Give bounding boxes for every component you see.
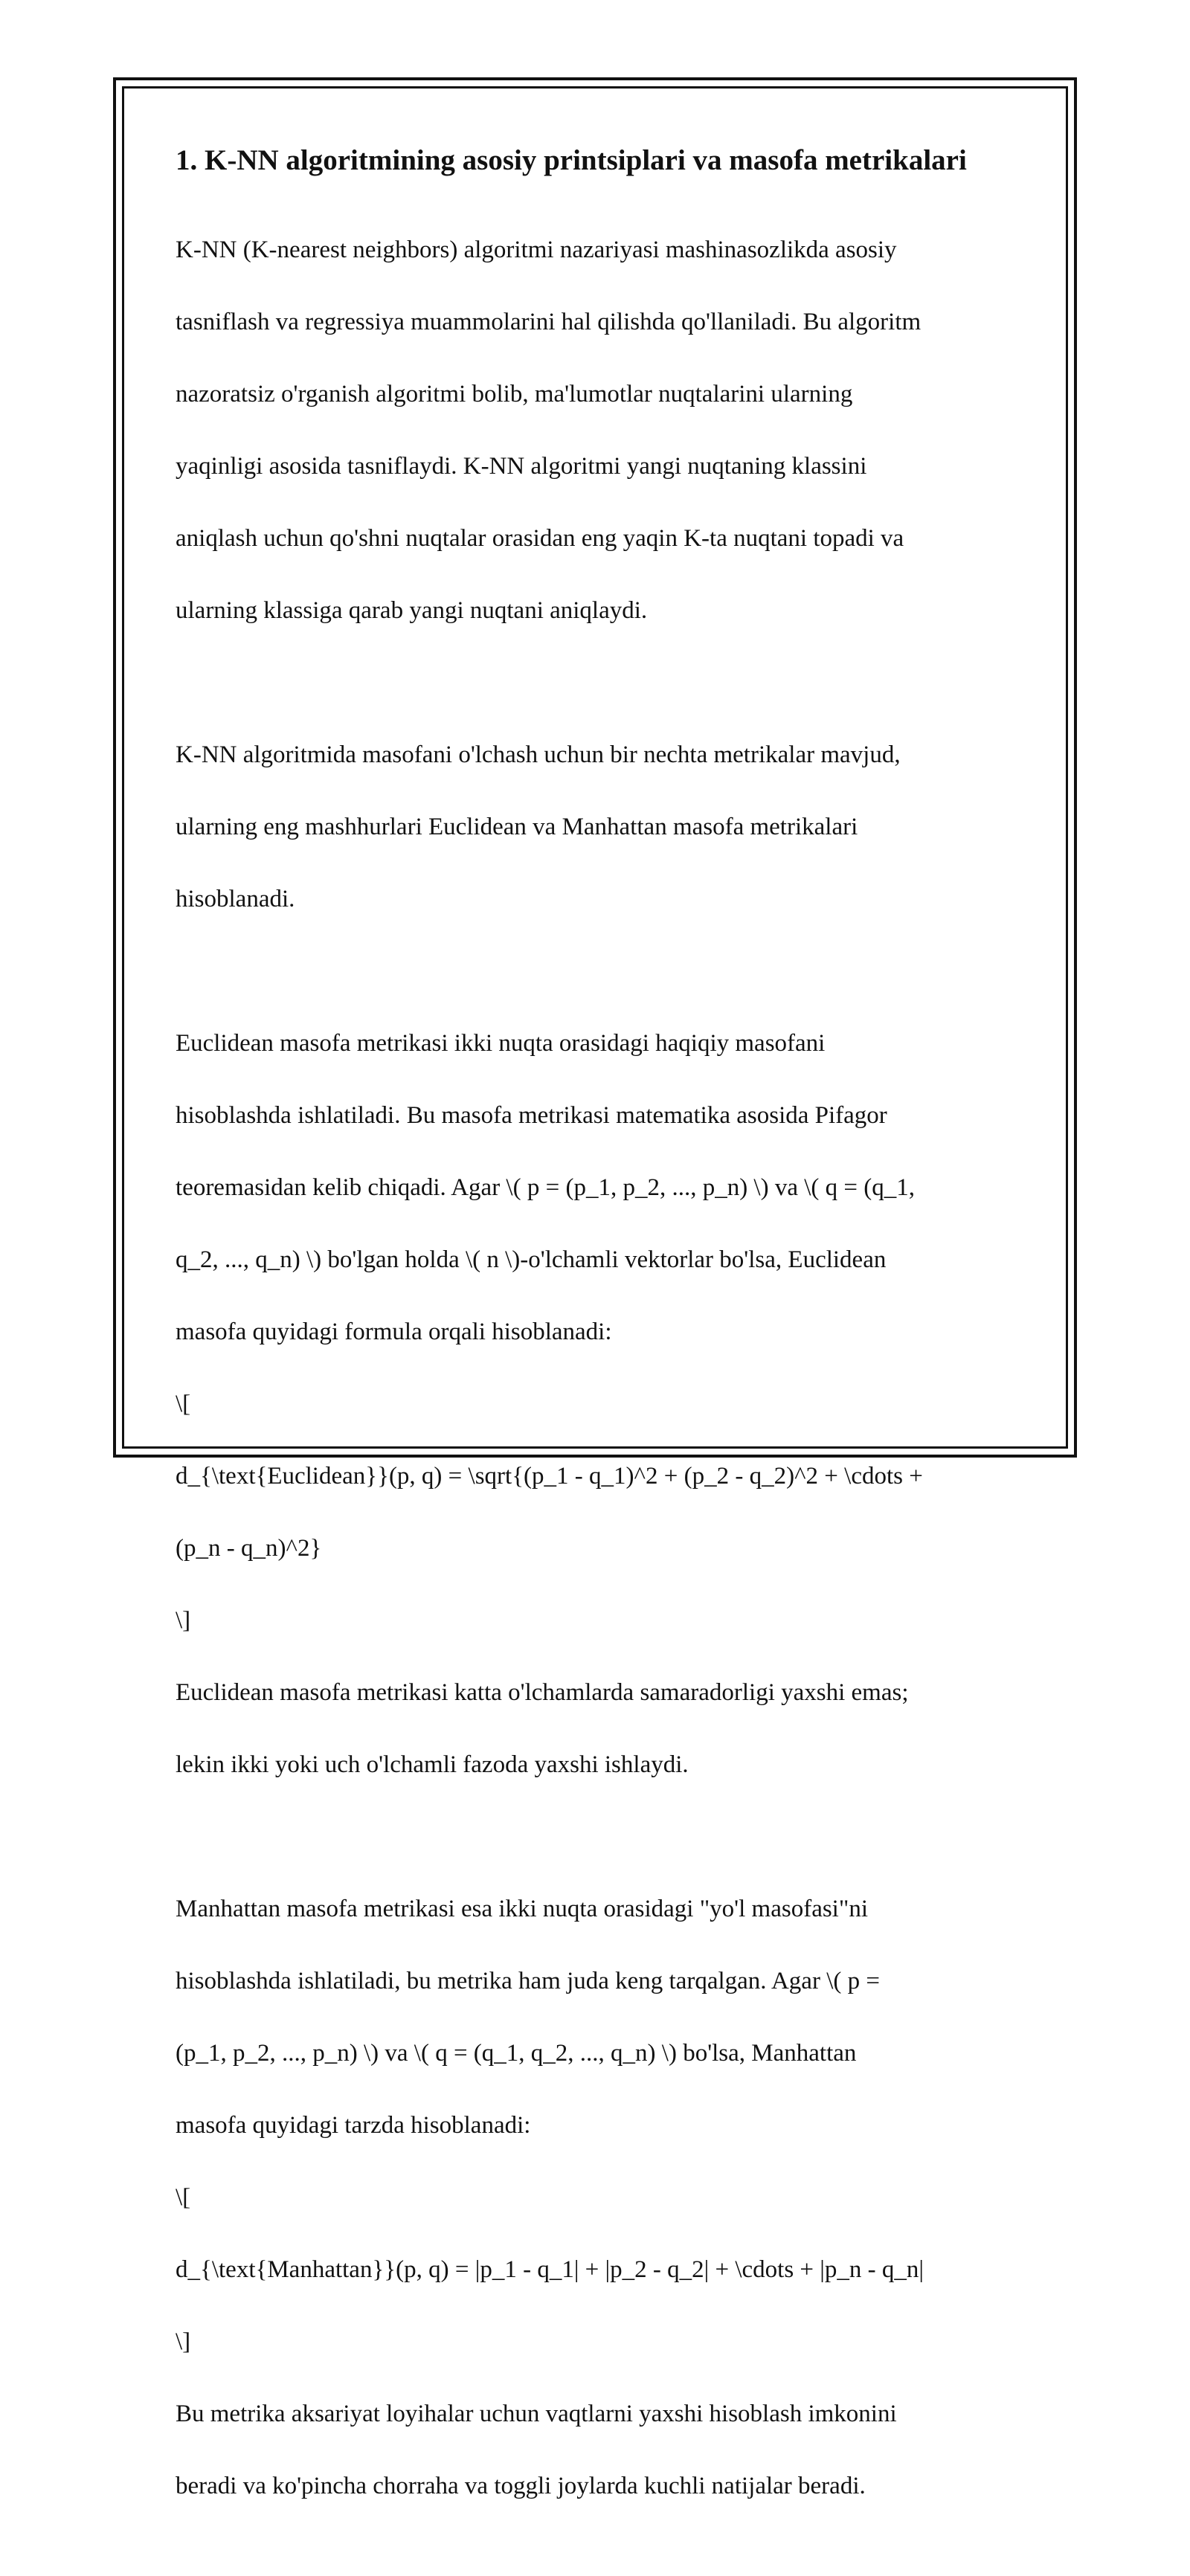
- text-line: Euclidean masofa metrikasi ikki nuqta orasidagi haqiqiy masofani: [176, 1029, 826, 1057]
- paragraph-manhattan: [176, 1855, 1016, 2540]
- formula-line: d_{\text{Euclidean}}(p, q) = \sqrt{(p_1 - q_1)^2 + (p_2 - q_2)^2 + \cdots +: [176, 1462, 923, 1490]
- formula-line: (p_n - q_n)^2}: [176, 1534, 322, 1562]
- text-line: Euclidean masofa metrikasi katta o'lchamlarda samaradorligi yaxshi emas;: [176, 1678, 909, 1706]
- text-line: ularning klassiga qarab yangi nuqtani aniqlaydi.: [176, 596, 648, 624]
- paragraph-euclidean: [176, 989, 1016, 1819]
- text-line: teoremasidan kelib chiqadi. Agar \( p = (p_1, p_2, ..., p_n) \) va \( q = (q_1,: [176, 1173, 915, 1201]
- text-line: K-NN algoritmida masofani o'lchash uchun bir nechta metrikalar mavjud,: [176, 741, 901, 768]
- text-line: masofa quyidagi tarzda hisoblanadi:: [176, 2111, 531, 2139]
- text-line: aniqlash uchun qo'shni nuqtalar orasidan eng yaqin K-ta nuqtani topadi va: [176, 524, 904, 552]
- text-line: nazoratsiz o'rganish algoritmi bolib, ma'lumotlar nuqtalarini ularning: [176, 380, 853, 408]
- formula-open: \[: [176, 1390, 191, 1417]
- text-line: hisoblanadi.: [176, 885, 295, 912]
- text-line: yaqinligi asosida tasniflaydi. K-NN algoritmi yangi nuqtaning klassini: [176, 452, 867, 480]
- text-line: q_2, ..., q_n) \) bo'lgan holda \( n \)-o'lchamli vektorlar bo'lsa, Euclidean: [176, 1246, 887, 1273]
- section-heading: 1. K-NN algoritmining asosiy printsiplari va masofa metrikalari: [176, 144, 967, 176]
- text-line: lekin ikki yoki uch o'lchamli fazoda yaxshi ishlaydi.: [176, 1751, 689, 1778]
- text-line: Bu metrika aksariyat loyihalar uchun vaqtlarni yaxshi hisoblash imkonini: [176, 2400, 897, 2427]
- text-line: (p_1, p_2, ..., p_n) \) va \( q = (q_1, q_2, ..., q_n) \) bo'lsa, Manhattan: [176, 2039, 857, 2067]
- paragraph-metrics-overview: [176, 701, 1016, 953]
- text-line: tasniflash va regressiya muammolarini hal qilishda qo'llaniladi. Bu algoritm: [176, 308, 922, 335]
- text-line: beradi va ko'pincha chorraha va toggli joylarda kuchli natijalar beradi.: [176, 2472, 866, 2499]
- text-line: Manhattan masofa metrikasi esa ikki nuqta orasidagi "yo'l masofasi"ni: [176, 1895, 868, 1922]
- formula-line: d_{\text{Manhattan}}(p, q) = |p_1 - q_1| + |p_2 - q_2| + \cdots + |p_n - q_n|: [176, 2255, 924, 2283]
- text-line: masofa quyidagi formula orqali hisoblanadi:: [176, 1318, 612, 1345]
- document-content: [176, 140, 1016, 2576]
- paragraph-knn-intro: [176, 196, 1016, 665]
- text-line: hisoblashda ishlatiladi, bu metrika ham juda keng tarqalgan. Agar \( p =: [176, 1967, 880, 1994]
- formula-close: \]: [176, 2328, 191, 2355]
- text-line: hisoblashda ishlatiladi. Bu masofa metrikasi matematika asosida Pifagor: [176, 1101, 887, 1129]
- text-line: ularning eng mashhurlari Euclidean va Manhattan masofa metrikalari: [176, 813, 858, 840]
- formula-open: \[: [176, 2183, 191, 2211]
- formula-close: \]: [176, 1606, 191, 1634]
- text-line: K-NN (K-nearest neighbors) algoritmi nazariyasi mashinasozlikda asosiy: [176, 236, 897, 263]
